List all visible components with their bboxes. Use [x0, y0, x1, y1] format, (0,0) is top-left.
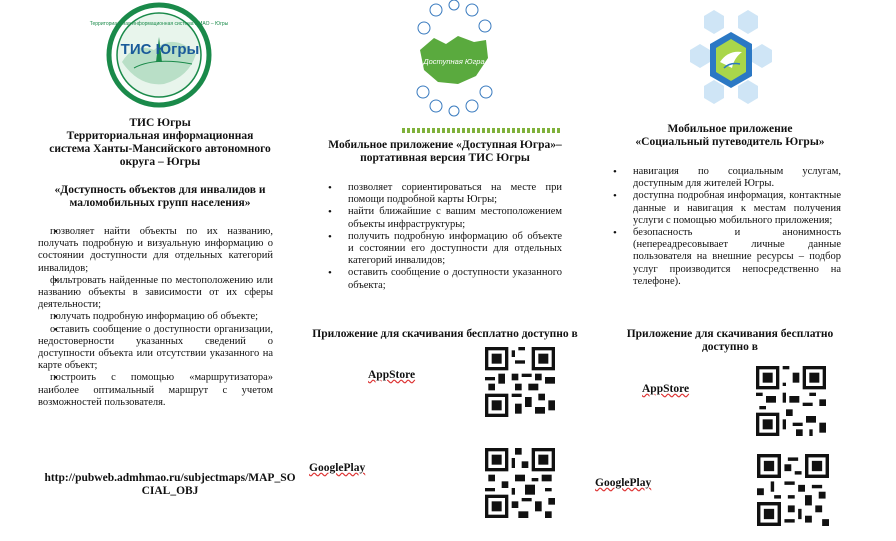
decorative-divider	[402, 128, 560, 133]
dostupnaya-feature-item: • найти ближайшие с вашим местоположением объекты инфраструктуры;	[348, 206, 562, 230]
social-guide-download-line: доступно в	[701, 341, 758, 353]
dostupnaya-feature-item: • получить подробную информацию об объекте и состоянии его доступности для отдельных категорий инвалидов;	[348, 231, 562, 268]
qr-code-icon[interactable]	[485, 347, 555, 417]
tis-title	[20, 117, 300, 169]
dostupnaya-logo-text: Доступная Югра	[423, 57, 485, 66]
tis-subtitle-line: «Доступность объектов для инвалидов и	[54, 184, 266, 196]
tis-logo-ring-text: Территориальная информационная система ХМАО – Югры	[89, 21, 229, 27]
dostupnaya-feature-list	[348, 182, 562, 292]
social-guide-title-line: «Социальный путеводитель Югры»	[635, 136, 825, 148]
social-guide-feature-item: • безопасность и анонимность (непереадресовывает личные данные пользователя на внешние ресурсы – подбор услуг производится непосредственно на телефоне).	[633, 227, 841, 288]
dostupnaya-title-line: портативная версия ТИС Югры	[360, 152, 530, 164]
social-guide-title-line: Мобильное приложение	[667, 123, 793, 135]
tis-feature-list	[38, 226, 273, 409]
social-guide-googleplay-label[interactable]: GooglePlay	[595, 477, 652, 489]
tis-feature-item: • фильтровать найденные по местоположению или названию объекты в зависимости от их сферы деятельности;	[38, 275, 273, 312]
dostupnaya-feature-item: • позволяет сориентироваться на месте при помощи подробной карты Югры;	[348, 182, 562, 206]
tis-title-line: система Ханты-Мансийского автономного	[49, 143, 271, 155]
tis-url-line: CIAL_OBJ	[141, 485, 199, 497]
tis-url-link[interactable]	[20, 472, 320, 498]
tis-feature-item: • получать подробную информацию об объекте;	[38, 311, 273, 323]
qr-code-icon[interactable]	[756, 366, 826, 436]
social-guide-feature-item: • доступна подробная информация, контактные данные и навигация к местам получения услуги с помощью мобильного приложения;	[633, 190, 841, 227]
tis-feature-item: • построить с помощью «маршрутизатора» наиболее оптимальный маршрут с учетом возможностей пользователя.	[38, 372, 273, 409]
dostupnaya-title	[305, 139, 585, 165]
dostupnaya-yugra-logo	[412, 0, 496, 118]
social-guide-download-line: Приложение для скачивания бесплатно	[626, 328, 834, 340]
tis-title-line: ТИС Югры	[129, 117, 191, 129]
social-guide-logo	[690, 6, 772, 114]
tis-title-line: Территориальная информационная	[66, 130, 254, 142]
dostupnaya-feature-item: • оставить сообщение о доступности указанного объекта;	[348, 267, 562, 291]
tis-feature-item: • позволяет найти объекты по их названию, получать подробную и визуальную информацию о состоянии доступности для отдельных категорий инвалидов;	[38, 226, 273, 275]
tis-yugra-logo	[89, 2, 229, 108]
tis-title-line: округа – Югры	[119, 156, 201, 168]
dostupnaya-googleplay-label[interactable]: GooglePlay	[309, 462, 366, 474]
social-guide-title	[590, 123, 870, 149]
tis-feature-item: • оставить сообщение о доступности организации, недостоверности указанных сведений о доступности объекта или отсутствии указанного на карте объект;	[38, 324, 273, 373]
social-guide-appstore-label[interactable]: AppStore	[642, 383, 690, 395]
tis-subtitle-line: маломобильных групп населения»	[69, 197, 251, 209]
qr-code-icon[interactable]	[756, 454, 830, 526]
qr-code-icon[interactable]	[485, 448, 555, 518]
social-guide-download-title	[600, 328, 860, 354]
social-guide-feature-item: • навигация по социальным услугам, доступным для жителей Югры.	[633, 166, 841, 190]
tis-subtitle	[20, 184, 300, 210]
dostupnaya-download-title: Приложение для скачивания бесплатно доступно в	[312, 328, 578, 340]
tis-url-line: http://pubweb.admhmao.ru/subjectmaps/MAP_SO	[44, 472, 296, 484]
dostupnaya-title-line: Мобильное приложение «Доступная Югра»–	[328, 139, 562, 151]
social-guide-feature-list	[633, 166, 841, 288]
dostupnaya-appstore-label[interactable]: AppStore	[368, 369, 416, 381]
tis-logo-text: ТИС Югры	[120, 41, 200, 58]
